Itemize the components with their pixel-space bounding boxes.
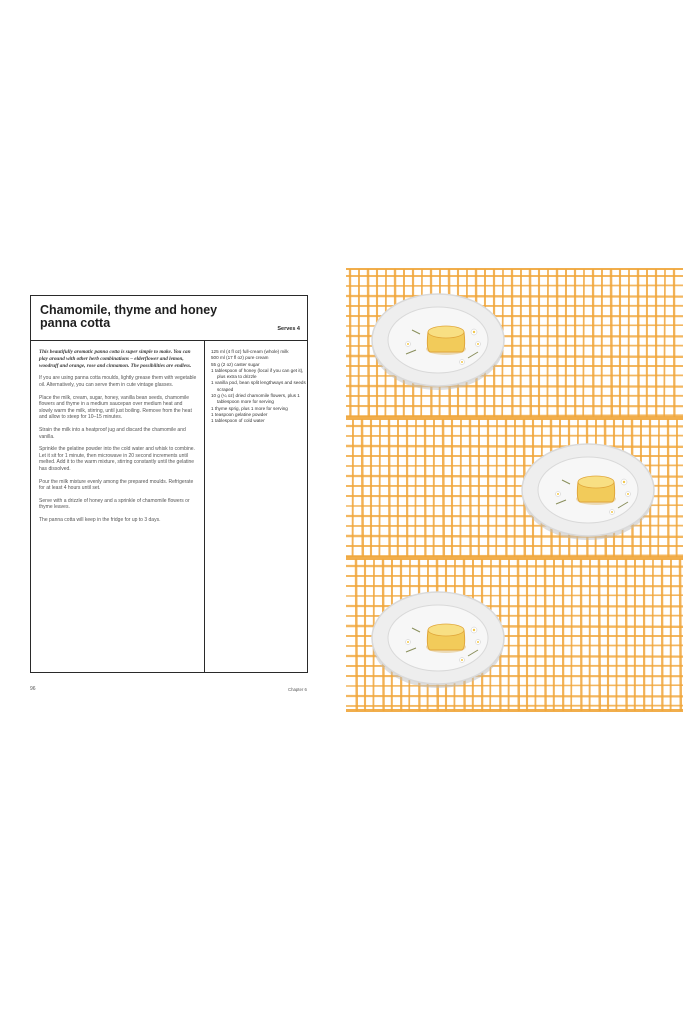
- ingredients-list: [211, 349, 306, 425]
- serves-label: Serves 4: [277, 326, 300, 332]
- grid-line: [547, 270, 548, 416]
- ingredient-item: 500 ml (17 fl oz) pure cream: [211, 355, 269, 361]
- panna-cotta-icon: [426, 624, 466, 653]
- panna-cotta-icon: [576, 476, 616, 505]
- ingredient-item: 1 tablespoon of honey (local if you can get it), plus extra to drizzle: [211, 367, 304, 380]
- recipe-card: [30, 295, 308, 673]
- grid-line: [346, 536, 683, 537]
- plate-icon: [372, 592, 504, 688]
- method-step: Pour the milk mixture evenly among the prepared moulds. Refrigerate for at least 4 hours until set.: [39, 478, 194, 492]
- grid-line: [628, 270, 629, 416]
- method-step: Serve with a drizzle of honey and a sprinkle of chamomile flowers or thyme leaves.: [39, 497, 190, 511]
- grid-line: [346, 285, 683, 286]
- grid-line: [664, 270, 665, 416]
- method-step: Strain the milk into a heatproof jug and discard the chamomile and vanilla.: [39, 426, 186, 440]
- recipe-header: [31, 296, 307, 341]
- method-step: Sprinkle the gelatine powder into the cold water and whisk to combine. Let it sit for 1 minute, then microwave in 20 second increments until melted. Add it to the warm mixture, stirring constantly until the gelatine has dissolved.: [39, 446, 195, 472]
- ingredient-item: 55 g (2 oz) caster sugar: [211, 361, 260, 367]
- method-step: The panna cotta will keep in the fridge for up to 3 days.: [39, 516, 161, 523]
- plate-icon: [372, 294, 504, 390]
- method-column: [39, 349, 197, 529]
- chapter-label: Chapter 6: [288, 687, 307, 692]
- ingredient-item: 1 thyme sprig, plus 1 more for serving: [211, 405, 288, 411]
- recipe-intro: This beautifully aromatic panna cotta is super simple to make. You can play around with other herb combinations – elderflower and lemon, woodruff and orange, rose and cinnamon. The possibilities are endless.: [39, 349, 192, 369]
- ingredient-item: 10 g (¼ oz) dried chamomile flowers, plus 1 tablespoon more for serving: [211, 393, 300, 405]
- grid-line: [530, 270, 531, 416]
- grid-line: [638, 270, 639, 416]
- grid-line: [346, 566, 683, 567]
- method-step: Place the milk, cream, sugar, honey, vanilla bean seeds, chamomile flowers and thyme in a medium saucepan over medium heat and slowly warm the milk, stirring, until just boiling. Remove from the heat and allow to steep for 10–15 minutes.: [39, 394, 192, 421]
- ingredient-item: 1 teaspoon gelatine powder: [211, 411, 268, 417]
- grid-line: [368, 270, 369, 416]
- grid-line: [346, 685, 683, 686]
- page-number: 96: [30, 686, 36, 692]
- column-divider: [204, 341, 205, 672]
- grid-line: [346, 595, 683, 596]
- grid-line: [346, 386, 683, 387]
- panna-cotta-illustration: [346, 268, 683, 712]
- panna-cotta-icon: [426, 326, 466, 355]
- ingredient-item: 1 vanilla pod, bean split lengthways and seeds scraped: [211, 380, 306, 392]
- plate-icon: [522, 444, 654, 540]
- grid-line: [611, 270, 612, 416]
- grid-line: [557, 270, 558, 416]
- grid-line: [346, 415, 683, 416]
- grid-line: [346, 555, 683, 556]
- method-step: If you are using panna cotta moulds, lightly grease them with vegetable oil. Alternatively, you can serve them in cute vintage glasses.: [39, 375, 197, 388]
- grid-line: [583, 270, 584, 416]
- grid-line: [346, 296, 683, 297]
- grid-line: [346, 446, 683, 447]
- ingredient-item: 1 tablespoon of cold water: [211, 418, 265, 424]
- recipe-title: Chamomile, thyme and honey panna cotta: [40, 303, 218, 330]
- ingredient-item: 125 ml (4 fl oz) full-cream (whole) milk: [211, 349, 289, 354]
